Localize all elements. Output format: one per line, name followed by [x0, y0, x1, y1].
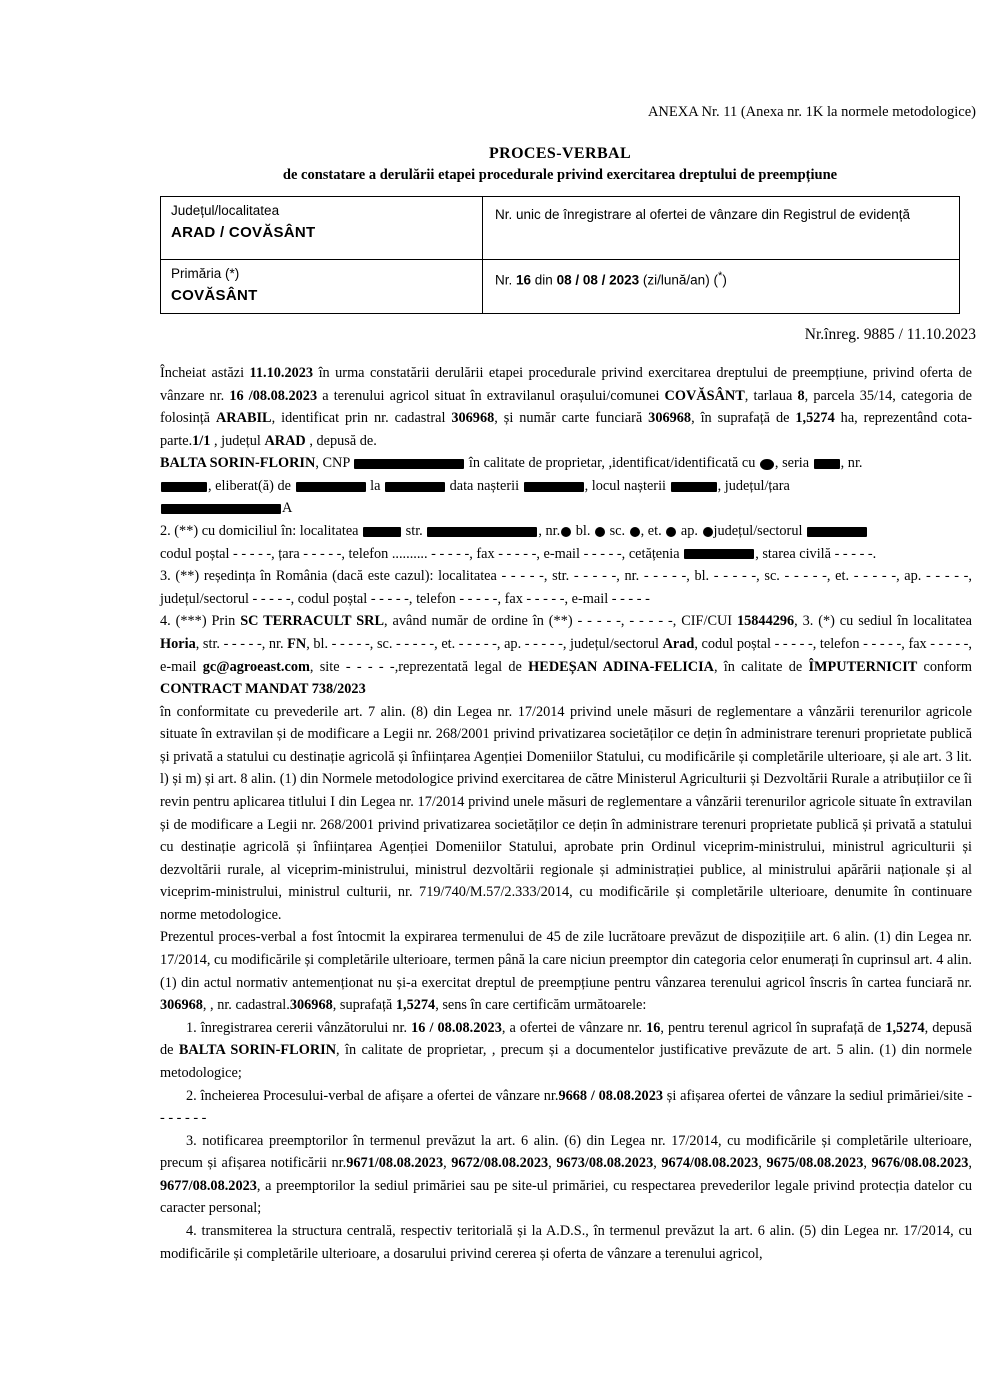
- owner-text-8: , locul nașterii: [584, 477, 670, 494]
- owner-text-3: , seria: [774, 455, 813, 472]
- intro-county: ARAD: [264, 432, 306, 449]
- item-4: 4. transmiterea la structura centrală, respectiv teritorială și la A.D.S., în termenul prevăzut la art. 6 alin. (5) din Legea nr. 17/2014, cu modificările și completările ulterioare, a dosarului privind cererea și oferta de vânzare a terenului agricol,: [160, 1222, 972, 1262]
- redacted-domicile-ap: [703, 527, 713, 537]
- item3-notif-4: 9674/08.08.2023: [661, 1155, 759, 1172]
- item1-surface: 1,5274: [885, 1019, 925, 1036]
- intro-text-11: , depusă de.: [305, 432, 377, 449]
- term-text-2: , , nr. cadastral.: [202, 997, 290, 1014]
- paragraph-intro: [160, 362, 972, 452]
- intro-text-7: , și număr carte funciară: [494, 410, 649, 427]
- paragraph-owner: [160, 452, 972, 520]
- registration-label-cell: [483, 197, 959, 259]
- reg-nr-value: 16: [516, 272, 532, 288]
- buyer-contract: CONTRACT MANDAT 738/2023: [160, 681, 366, 698]
- county-cell: [161, 197, 483, 259]
- term-text-1: Prezentul proces-verbal a fost întocmit la expirarea termenului de 45 de zile lucrătoare prevăzut de dispozițiile art. 6 alin. (1) din Legea nr. 17/2014, cu modificările și completările ulterioare, termen până la care niciun preemptor din categoria celor enumerați în cuprinsul art. 4 alin. (1) din actul normativ antemenționat nu și-a exercitat dreptul de preempțiune pentru vânzarea terenului agricol înscris în cartea funciară nr.: [160, 929, 972, 991]
- reg-close: ): [722, 272, 727, 288]
- page-subtitle: de constatare a derulării etapei procedurale privind exercitarea dreptului de preempțiune: [282, 167, 838, 183]
- intro-text-6: , identificat prin nr. cadastral: [271, 410, 452, 427]
- intro-text-4: , tarlaua: [744, 387, 798, 404]
- paragraph-term: [160, 926, 972, 1016]
- term-text-3: , suprafață: [332, 997, 396, 1014]
- item3-text-1: 3. notificarea preemptorilor în termenul prevăzut la art. 6 alin. (6) din Legea nr. 17/2014, cu modificările și completările ulterioare, precum și afișarea notificării nr.: [160, 1132, 972, 1172]
- redacted-domicile-bl: [595, 527, 605, 537]
- buyer-text-1: 4. (***) Prin: [160, 613, 241, 630]
- buyer-text-4: , str. - - - - -, nr.: [195, 635, 288, 652]
- item-1: [160, 1017, 972, 1085]
- redacted-birth-place: [671, 482, 717, 492]
- header-table-row-2: [161, 259, 959, 313]
- buyer-text-7: , site - - - - -,reprezentată legal de: [309, 658, 529, 675]
- intro-text-5: , parcela 35/14, categoria de folosință: [160, 387, 972, 427]
- header-table: [160, 196, 960, 314]
- term-text-4: , sens în care certificăm următoarele:: [435, 997, 647, 1014]
- intro-commune: COVĂSÂNT: [664, 387, 745, 404]
- paragraph-residence: 3. (**) reședința în România (dacă este cazul): localitatea - - - - -, str. - - - - -, nr. - - - - -, bl. - - - - -, sc. - - - - -, et. - - - - -, ap. - - - - -, județul/sectorul - - - - -, codul poștal - - - - -, telefon - - - - -, fax - - - - -, e-mail - - - - -: [160, 568, 972, 607]
- redacted-domicile-locality: [363, 527, 401, 537]
- owner-name: BALTA SORIN-FLORIN: [160, 455, 316, 472]
- term-land-book: 306968: [160, 997, 203, 1014]
- redacted-issue-date: [385, 482, 445, 492]
- intro-category: ARABIL: [215, 410, 272, 427]
- buyer-text-8: , în calitate de: [713, 658, 809, 675]
- redacted-country: [161, 504, 281, 514]
- registration-stamp: Nr.înreg. 9885 / 11.10.2023: [804, 326, 976, 343]
- intro-surface: 1,5274: [795, 410, 835, 427]
- domicile-text-7: ap.: [677, 523, 702, 540]
- domicile-text-8: județul/sectorul: [713, 523, 807, 540]
- item1-text-5: , în calitate de proprietar, , precum și a documentelor justificative prevăzute de art. 5 alin. (1) din normele metodologice;: [160, 1042, 972, 1081]
- intro-date: 11.10.2023: [249, 365, 314, 381]
- page-title: PROCES-VERBAL: [488, 145, 632, 162]
- item1-text-1: 1. înregistrarea cererii vânzătorului nr.: [186, 1019, 412, 1036]
- item1-offer-nr: 16: [646, 1019, 661, 1036]
- owner-text-10: A: [282, 500, 293, 517]
- owner-text-2: în calitate de proprietar, ,identificat/identificată cu: [465, 455, 759, 472]
- city-hall-value: COVĂSÂNT: [171, 287, 258, 304]
- paragraph-legal-basis: în conformitate cu prevederile art. 7 alin. (8) din Legea nr. 17/2014 privind unele măsuri de reglementare a vânzării terenurilor agricole situate în extravilan și de modificare a Legii nr. 268/2001 privind privatizarea societăților ce dețin în administrare terenuri proprietate publică și privată a statului cu destinație agricolă și înființarea Agenției Domeniilor Statului, cu modificările și completările ulterioare, și ale art. 3 lit. l) și m) și art. 8 alin. (1) din Normele metodologice privind exercitarea de către Ministerul Agriculturii și Dezvoltării Rurale a atribuțiilor ce îi revin pentru aplicarea titlului I din Legea nr. 17/2014 privind unele măsuri de reglementare a vânzării terenurilor agricole situate în extravilan și de modificare a Legii nr. 268/2001 privind privatizarea societăților ce dețin în administrare terenuri proprietate publică și privată a statului cu destinație agricolă și înființarea Agenției Domeniilor Statului, aprobate prin Ordinul viceprim-ministrului, ministrul agriculturii și dezvoltării rurale, al viceprim-ministrului, ministrul dezvoltării regionale și administrației publice, al ministrului apărării naționale și al viceprim-ministrului, ministrul culturii, nr. 719/740/M.57/2.333/2014, cu modificările și completările ulterioare, denumite în continuare norme metodologice.: [160, 703, 972, 923]
- reg-nr-prefix: Nr.: [495, 272, 517, 288]
- redacted-citizenship: [684, 549, 754, 559]
- registration-number-cell: [483, 259, 959, 313]
- anexa-reference: ANEXA Nr. 11 (Anexa nr. 1K la normele metodologice): [647, 104, 976, 120]
- buyer-text-5: , bl. - - - - -, sc. - - - - -, et. - - - - -, ap. - - - - -, județul/sectorul: [306, 635, 663, 652]
- item3-notif-1: 9671/08.08.2023: [346, 1155, 444, 1172]
- paragraph-domicile: [160, 520, 972, 565]
- redacted-id-series: [814, 459, 840, 469]
- redacted-domicile-et: [666, 527, 676, 537]
- item1-text-4: , depusă de: [160, 1019, 972, 1059]
- owner-text-9: , județul/țara: [717, 477, 790, 494]
- buyer-quality: ÎMPUTERNICIT: [808, 658, 918, 675]
- buyer-company: SC TERRACULT SRL: [240, 613, 385, 630]
- paragraph-buyer: [160, 610, 972, 700]
- item2-pv-nr: 9668 / 08.08.2023: [558, 1087, 663, 1104]
- header-table-row-1: [161, 197, 959, 259]
- buyer-text-3: , 3. (*) cu sediul în localitatea: [794, 613, 972, 630]
- domicile-text-4: bl.: [572, 523, 595, 540]
- redacted-domicile-county: [807, 527, 867, 537]
- reg-date-suffix: (zi/lună/an) (: [639, 272, 718, 288]
- domicile-text-2: str.: [402, 523, 427, 540]
- buyer-text-9: conform: [917, 658, 972, 675]
- reg-date-value: 08 / 08 / 2023: [556, 272, 640, 288]
- intro-text-2: în urma constatării derulării etapei procedurale privind exercitarea dreptului de preempțiune, privind oferta de vânzare nr.: [160, 365, 972, 404]
- owner-text-7: data nașterii: [446, 477, 523, 494]
- reg-din: din: [531, 272, 557, 288]
- buyer-text-6: , codul poștal - - - - -, telefon - - - - -, fax - - - - -, e-mail: [160, 635, 973, 675]
- term-surface: 1,5274: [395, 997, 436, 1014]
- owner-text-5: , eliberat(ă) de: [208, 477, 295, 494]
- term-cadastral: 306968: [289, 997, 333, 1014]
- city-hall-label: Primăria (*): [171, 266, 240, 281]
- buyer-representative: HEDEȘAN ADINA-FELICIA: [528, 658, 714, 675]
- intro-text-8: , în suprafață de: [691, 410, 796, 427]
- redacted-cnp: [354, 459, 464, 469]
- item-2: [160, 1085, 972, 1130]
- item-3: 3. notificarea preemptorilor în termenul prevăzut la art. 6 alin. (6) din Legea nr. 17/2014, cu modificările și completările ulterioare, precum și afișarea notificării nr.9671/08.08.2023, 9672/08.08.2023, 9673/08.08.2023, 9674/08.08.2023, 9675/08.08.2023, 9676/08.08.2023, 9677/08.08.2023, a preemptorilor la sediul primăriei sau pe site-ul primăriei, cu respectarea prevederilor legale privind protecția datelor cu caracter personal;: [160, 1132, 972, 1217]
- intro-text-3: a terenului agricol situat în extravilanul orașului/comunei: [317, 387, 665, 404]
- domicile-text-6: , et.: [640, 523, 666, 540]
- domicile-text-10: , starea civilă - - - - -.: [755, 545, 877, 562]
- redacted-domicile-nr: [561, 527, 571, 537]
- owner-text-1: , CNP: [315, 455, 354, 472]
- document-body: [160, 362, 972, 1265]
- item3-notif-7: 9677/08.08.2023: [160, 1177, 257, 1194]
- intro-text-1: Încheiat astăzi: [160, 365, 250, 381]
- item3-notif-5: 9675/08.08.2023: [766, 1155, 864, 1172]
- item3-notif-3: 9673/08.08.2023: [556, 1155, 654, 1172]
- document-title-block: [160, 145, 960, 184]
- intro-share: 1/1: [192, 432, 211, 449]
- redacted-domicile-street: [427, 527, 537, 537]
- domicile-text-1: 2. (**) cu domiciliul în: localitatea: [160, 523, 363, 540]
- intro-offer-nr: 16 /08.08.2023: [229, 387, 318, 404]
- registration-label: Nr. unic de înregistrare al ofertei de vânzare din Registrul de evidență: [495, 207, 910, 222]
- item2-text-2: și afișarea ofertei de vânzare la sediul primăriei/site - - - - - - -: [160, 1087, 972, 1127]
- item2-text-1: 2. încheierea Procesului-verbal de afișare a ofertei de vânzare nr.: [186, 1087, 559, 1104]
- item3-notif-6: 9676/08.08.2023: [871, 1155, 969, 1172]
- item1-text-3: , pentru terenul agricol în suprafață de: [660, 1019, 886, 1036]
- intro-land-book: 306968: [648, 410, 692, 427]
- item3-notif-2: 9672/08.08.2023: [451, 1155, 549, 1172]
- buyer-street-nr: FN: [287, 635, 307, 652]
- buyer-text-2: , având număr de ordine în (**) - - - - -, - - - - -, CIF/CUI: [384, 613, 737, 630]
- intro-cadastral: 306968: [451, 410, 495, 427]
- buyer-locality: Horia: [160, 635, 196, 652]
- item1-seller: BALTA SORIN-FLORIN: [178, 1042, 337, 1059]
- domicile-text-9: codul poștal - - - - -, țara - - - - -, telefon .......... - - - - -, fax - - - - -, e-mail - - - - -, cetățenia: [160, 545, 684, 562]
- redacted-id-issuer: [296, 482, 366, 492]
- redacted-id-type: [760, 459, 774, 470]
- redacted-domicile-sc: [630, 527, 640, 537]
- intro-text-9: ha, reprezentând cota-parte.: [160, 410, 973, 449]
- reg-star: *: [717, 270, 723, 282]
- owner-text-4: , nr.: [840, 455, 863, 472]
- buyer-email: gc@agroeast.com: [202, 658, 310, 675]
- buyer-county: Arad: [662, 635, 695, 652]
- city-hall-cell: [161, 259, 483, 313]
- buyer-cui: 15844296: [736, 613, 795, 630]
- item1-text-2: , a ofertei de vânzare nr.: [501, 1019, 647, 1036]
- item3-text-2: , a preemptorilor la sediul primăriei sau pe site-ul primăriei, cu respectarea prevederilor legale privind protecția datelor cu caracter personal;: [160, 1177, 972, 1217]
- county-label: Județul/localitatea: [171, 203, 280, 218]
- owner-text-6: la: [366, 477, 384, 494]
- intro-tarla: 8: [797, 387, 805, 404]
- redacted-id-number: [161, 482, 207, 492]
- county-value: ARAD / COVĂSÂNT: [171, 224, 316, 241]
- redacted-birth-date: [524, 482, 584, 492]
- domicile-text-5: sc.: [606, 523, 629, 540]
- intro-text-10: , județul: [210, 432, 265, 449]
- item1-request-nr: 16 / 08.08.2023: [411, 1019, 502, 1036]
- domicile-text-3: , nr.: [538, 523, 561, 540]
